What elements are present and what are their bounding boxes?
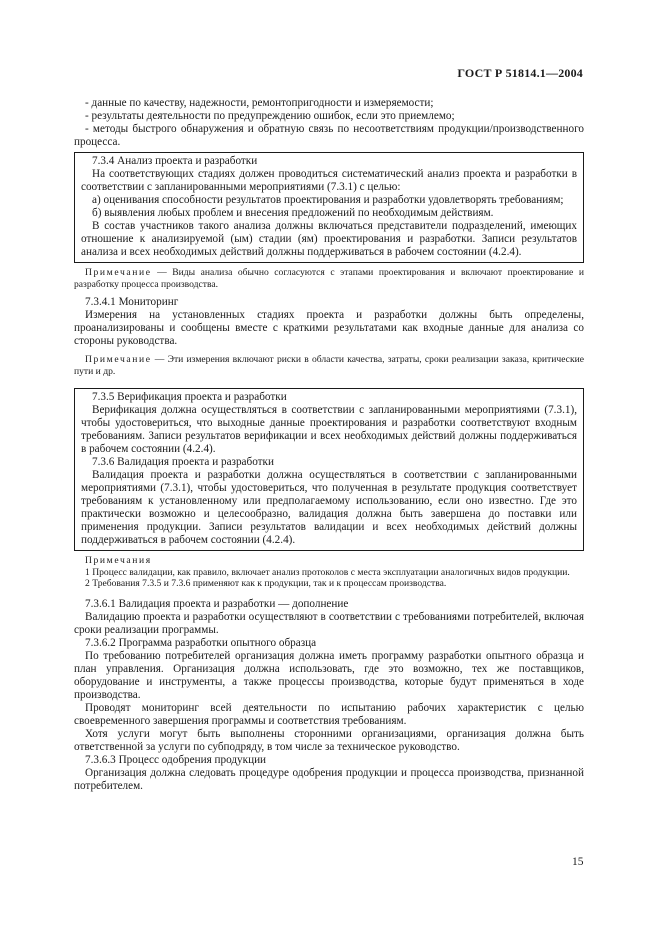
page-number: 15 — [572, 856, 584, 868]
section-heading: 7.3.6 Валидация проекта и разработки — [92, 456, 274, 468]
section-heading: 7.3.4.1 Мониторинг — [85, 296, 179, 308]
bullet-item: - данные по качеству, надежности, ремонтопригодности и измеряемости; — [85, 97, 434, 109]
boxed-section-7-3-5 — [74, 388, 584, 551]
section-heading: 7.3.4 Анализ проекта и разработки — [92, 155, 258, 167]
section-heading: 7.3.5 Верификация проекта и разработки — [92, 391, 287, 403]
note-text: — Виды анализа обычно согласуются с этапами проектирования и включают проектирование и разработку процесса производства. — [74, 267, 584, 290]
paragraph: Верификация должна осуществляться в соответствии с запланированными мероприятиями (7.3.1), чтобы удостовериться, что выходные данные проектирования и разработки соответствуют входным требованиям. Записи результатов верификации и всех необходимых действий должны поддерживаться в рабочем состоянии (4.2.4). — [81, 404, 577, 455]
paragraph: На соответствующих стадиях должен проводиться систематический анализ проекта и разработки в соответствии с запланированными мероприятиями (7.3.1) с целью: — [81, 168, 577, 193]
list-item: а) оценивания способности результатов проектирования и разработки удовлетворять требованиям; — [92, 194, 564, 206]
note-item: 1 Процесс валидации, как правило, включает анализ протоколов с места эксплуатации аналогичных видов продукции. — [85, 566, 570, 578]
paragraph: В состав участников такого анализа должны включаться представители подразделений, имеющих отношение к анализируемой (ым) стадии (ям) проектирования и разработки. Записи результатов анализа и всех необходимых действий должны поддерживаться в рабочем состоянии (4.2.4). — [81, 220, 577, 258]
note-label: Примечание — [85, 267, 152, 278]
standard-header: ГОСТ Р 51814.1—2004 — [457, 66, 583, 80]
section-heading: 7.3.6.1 Валидация проекта и разработки — дополнение — [85, 597, 349, 610]
paragraph: Валидацию проекта и разработки осуществляют в соответствии с требованиями потребителей, включая сроки реализации программы. — [74, 610, 584, 636]
paragraph: Проводят мониторинг всей деятельности по испытанию рабочих характеристик с целью своевременного завершения программы и соответствия требованиям. — [74, 701, 584, 727]
bullet-item: - методы быстрого обнаружения и обратную связь по несоответствиям продукции/производственного процесса. — [74, 123, 584, 148]
note — [74, 354, 584, 377]
note — [74, 267, 584, 290]
paragraph: По требованию потребителей организация должна иметь программу разработки опытного образца и план управления. Организация должна использовать, где это возможно, тех же поставщиков, оборудование и инструменты, а также процессы производства, которые будут применяться в ходе производства. — [74, 649, 584, 701]
bullet-item: - результаты деятельности по предупреждению ошибок, если это приемлемо; — [85, 110, 455, 122]
paragraph: Организация должна следовать процедуре одобрения продукции и процесса производства, признанной потребителем. — [74, 766, 584, 792]
boxed-section-7-3-4 — [74, 152, 584, 263]
note-item: 2 Требования 7.3.5 и 7.3.6 применяют как к продукции, так и к процессам производства. — [85, 578, 447, 589]
section-heading: 7.3.6.3 Процесс одобрения продукции — [85, 753, 267, 766]
paragraph: Хотя услуги могут быть выполнены сторонними организациями, организация должна быть ответственной за услуги по субподряду, в том числе за техническое руководство. — [74, 727, 584, 753]
section-heading: 7.3.6.2 Программа разработки опытного образца — [85, 636, 317, 649]
note-text: — Эти измерения включают риски в области качества, затраты, сроки реализации заказа, критические пути и др. — [74, 354, 584, 377]
note-label: Примечание — [85, 354, 152, 365]
paragraph: Валидация проекта и разработки должна осуществляться в соответствии с запланированными мероприятиями (7.3.1), чтобы удостовериться, что полученная в результате продукция соответствует требованиям к установленному или предполагаемому использованию, если оно известно. Где это практически возможно и целесообразно, валидация должна быть завершена до поставки или применения продукции. Записи результатов валидации и всех необходимых действий должны поддерживаться в рабочем состоянии (4.2.4). — [81, 469, 577, 546]
list-item: б) выявления любых проблем и внесения предложений по необходимым действиям. — [92, 207, 494, 219]
notes-label: Примечания — [85, 555, 152, 566]
page-content — [74, 97, 584, 793]
paragraph: Измерения на установленных стадиях проекта и разработки должны быть определены, проанализированы и сообщены вместе с краткими результатами как входные данные для анализа со стороны руководства. — [74, 309, 584, 347]
